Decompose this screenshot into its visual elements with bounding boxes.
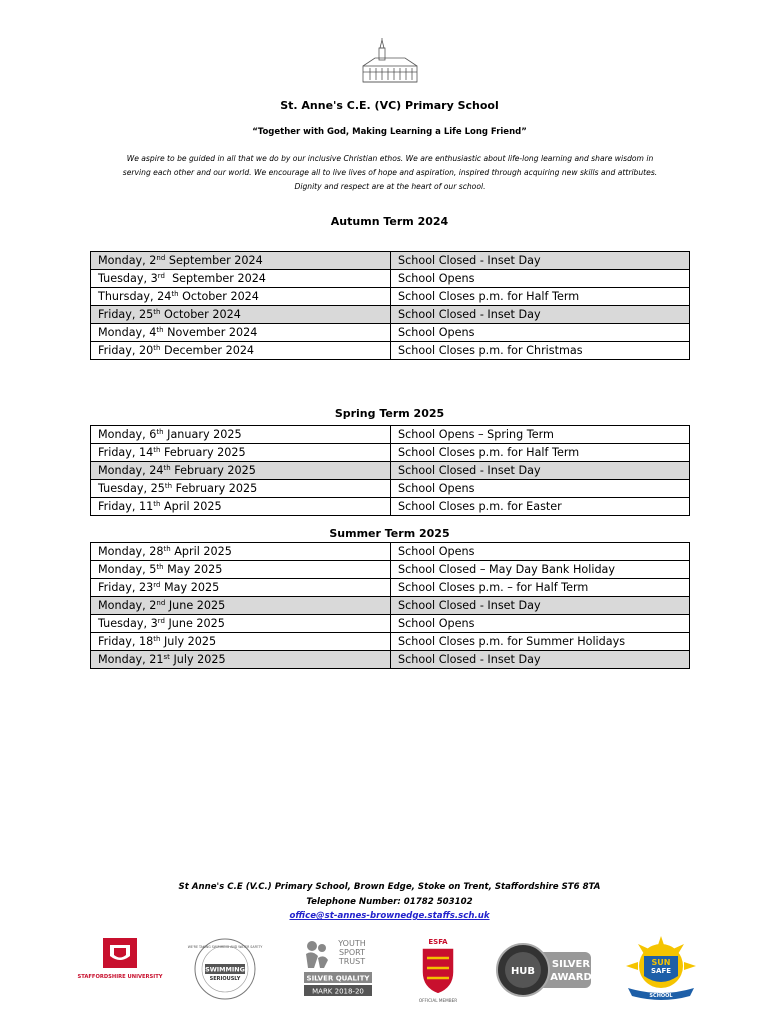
music-award-line2: AWARD [550, 972, 592, 983]
term-table-spring [90, 425, 690, 516]
date-ordinal: th [156, 325, 164, 334]
table-row [91, 426, 690, 444]
date-rest: April 2025 [170, 544, 232, 558]
date-cell [91, 597, 391, 615]
table-row [91, 444, 690, 462]
event-cell: School Opens [391, 480, 690, 498]
event-cell: School Opens [391, 615, 690, 633]
date-rest: November 2024 [163, 325, 258, 339]
ethos-line: We aspire to be guided in all that we do by our inclusive Christian ethos. We are enthusiastic about life-long learning and share wisdom in [126, 154, 654, 163]
table-row [91, 462, 690, 480]
date-cell [91, 342, 391, 360]
date-rest: February 2025 [170, 463, 256, 477]
date-day: Friday, 11 [98, 499, 154, 513]
esfa-acronym: ESFA [428, 938, 448, 946]
date-day: Tuesday, 25 [98, 481, 165, 495]
music-award-line1: SILVER [551, 959, 591, 970]
event-cell: School Opens [391, 270, 690, 288]
school-motto: “Together with God, Making Learning a Life Long Friend” [252, 127, 527, 137]
event-cell: School Opens – Spring Term [391, 426, 690, 444]
church-logo-icon [360, 38, 420, 84]
date-cell [91, 633, 391, 651]
date-rest: May 2025 [163, 562, 223, 576]
date-ordinal: nd [156, 253, 166, 262]
yst-line2: SPORT [338, 948, 366, 957]
sunsafe-line1: SUN [651, 958, 671, 967]
music-hub-icon [495, 936, 595, 1002]
event-cell: School Opens [391, 324, 690, 342]
date-cell [91, 615, 391, 633]
term-title-autumn: Autumn Term 2024 [330, 215, 449, 228]
date-rest: June 2025 [165, 598, 226, 612]
date-ordinal: th [153, 499, 161, 508]
table-row [91, 579, 690, 597]
date-day: Monday, 28 [98, 544, 164, 558]
music-hub-text: HUB [510, 966, 536, 977]
date-rest: February 2025 [160, 445, 246, 459]
date-ordinal: th [156, 427, 164, 436]
event-cell: School Closed – May Day Bank Holiday [391, 561, 690, 579]
accreditation-badges [77, 936, 705, 1004]
date-rest: April 2025 [160, 499, 222, 513]
term-title-summer: Summer Term 2025 [329, 527, 450, 540]
event-cell: School Closes p.m. for Half Term [391, 444, 690, 462]
term-table-autumn [90, 251, 690, 360]
date-rest: October 2024 [178, 289, 259, 303]
date-cell [91, 543, 391, 561]
date-day: Thursday, 24 [98, 289, 172, 303]
date-rest: February 2025 [172, 481, 258, 495]
date-day: Monday, 2 [98, 253, 157, 267]
date-cell [91, 462, 391, 480]
date-ordinal: st [163, 652, 170, 661]
ethos-line: Dignity and respect are at the heart of our school. [294, 182, 486, 191]
esfa-member: OFFICIAL MEMBER [418, 998, 458, 1003]
date-day: Monday, 24 [98, 463, 164, 477]
date-cell [91, 426, 391, 444]
table-row [91, 480, 690, 498]
date-rest: July 2025 [160, 634, 217, 648]
swimming-sub-text: SERIOUSLY [209, 976, 241, 982]
swimming-ring-text: WE'RE TAKING SWIMMING AND WATER SAFETY [187, 945, 263, 949]
date-day: Friday, 25 [98, 307, 154, 321]
term-title-spring: Spring Term 2025 [334, 407, 445, 420]
event-cell: School Closed - Inset Day [391, 597, 690, 615]
table-row [91, 324, 690, 342]
yst-line3: TRUST [338, 957, 366, 966]
date-day: Monday, 5 [98, 562, 157, 576]
date-cell [91, 498, 391, 516]
event-cell: School Closes p.m. for Easter [391, 498, 690, 516]
event-cell: School Closes p.m. for Half Term [391, 288, 690, 306]
date-day: Friday, 23 [98, 580, 154, 594]
swimming-award-icon [187, 936, 263, 1002]
date-rest: May 2025 [160, 580, 220, 594]
date-day: Monday, 4 [98, 325, 157, 339]
date-rest: October 2024 [160, 307, 241, 321]
date-cell [91, 444, 391, 462]
date-day: Monday, 21 [98, 652, 164, 666]
date-day: Friday, 18 [98, 634, 154, 648]
table-row [91, 561, 690, 579]
date-day: Tuesday, 3 [98, 271, 158, 285]
swimming-main-text: SWIMMING [205, 965, 245, 974]
date-cell [91, 579, 391, 597]
date-day: Friday, 20 [98, 343, 154, 357]
date-cell [91, 324, 391, 342]
table-row [91, 543, 690, 561]
date-rest: September 2024 [164, 271, 266, 285]
school-name: St. Anne's C.E. (VC) Primary School [280, 99, 499, 112]
event-cell: School Opens [391, 543, 690, 561]
school-address: St Anne's C.E (V.C.) Primary School, Brown Edge, Stoke on Trent, Staffordshire ST6 8TA [178, 882, 601, 892]
table-row [91, 651, 690, 669]
table-row [91, 597, 690, 615]
term-table-summer [90, 542, 690, 669]
date-cell [91, 288, 391, 306]
date-rest: July 2025 [169, 652, 226, 666]
date-day: Friday, 14 [98, 445, 154, 459]
event-cell: School Closes p.m. – for Half Term [391, 579, 690, 597]
date-cell [91, 306, 391, 324]
event-cell: School Closes p.m. for Summer Holidays [391, 633, 690, 651]
date-cell [91, 561, 391, 579]
youth-sport-trust-icon [298, 936, 378, 1002]
date-ordinal: th [163, 463, 171, 472]
event-cell: School Closed - Inset Day [391, 252, 690, 270]
ethos-statement [95, 152, 685, 194]
date-rest: June 2025 [164, 616, 225, 630]
table-row [91, 252, 690, 270]
table-row [91, 342, 690, 360]
date-rest: December 2024 [160, 343, 255, 357]
table-row [91, 288, 690, 306]
date-cell [91, 651, 391, 669]
school-email-link[interactable]: office@st-annes-brownedge.staffs.sch.uk [289, 911, 490, 921]
date-ordinal: th [163, 544, 171, 553]
table-row [91, 615, 690, 633]
date-ordinal: th [164, 481, 173, 490]
event-cell: School Closed - Inset Day [391, 651, 690, 669]
date-ordinal: th [156, 562, 164, 571]
date-ordinal: rd [157, 616, 165, 625]
date-ordinal: th [153, 445, 161, 454]
esfa-shield-icon [410, 936, 466, 1004]
date-ordinal: th [153, 307, 161, 316]
date-day: Monday, 2 [98, 598, 157, 612]
date-rest: September 2024 [165, 253, 263, 267]
date-rest: January 2025 [163, 427, 242, 441]
yst-quality: SILVER QUALITY [306, 974, 370, 983]
yst-mark: MARK 2018-20 [312, 987, 364, 996]
date-cell [91, 480, 391, 498]
event-cell: School Closed - Inset Day [391, 462, 690, 480]
school-phone: Telephone Number: 01782 503102 [306, 897, 473, 907]
sunsafe-line3: SCHOOL [649, 993, 673, 999]
university-name: STAFFORDSHIRE UNIVERSITY [77, 974, 163, 980]
event-cell: School Closes p.m. for Christmas [391, 342, 690, 360]
table-row [91, 498, 690, 516]
university-crest-icon [77, 936, 163, 990]
table-row [91, 306, 690, 324]
date-ordinal: th [153, 343, 161, 352]
date-cell [91, 252, 391, 270]
sunsafe-line2: SAFE [650, 967, 672, 975]
table-row [91, 270, 690, 288]
sun-safe-icon [622, 936, 700, 1004]
date-day: Tuesday, 3 [98, 616, 158, 630]
date-day: Monday, 6 [98, 427, 157, 441]
date-ordinal: th [171, 289, 179, 298]
date-ordinal: th [153, 634, 161, 643]
yst-line1: YOUTH [338, 939, 366, 948]
date-ordinal: rd [153, 580, 161, 589]
ethos-line: serving each other and our world. We encourage all to live lives of hope and aspiration, inspired through acquiring new skills and attributes. [122, 168, 658, 177]
date-ordinal: rd [157, 271, 165, 280]
date-ordinal: nd [156, 598, 166, 607]
date-cell [91, 270, 391, 288]
event-cell: School Closed - Inset Day [391, 306, 690, 324]
table-row [91, 633, 690, 651]
